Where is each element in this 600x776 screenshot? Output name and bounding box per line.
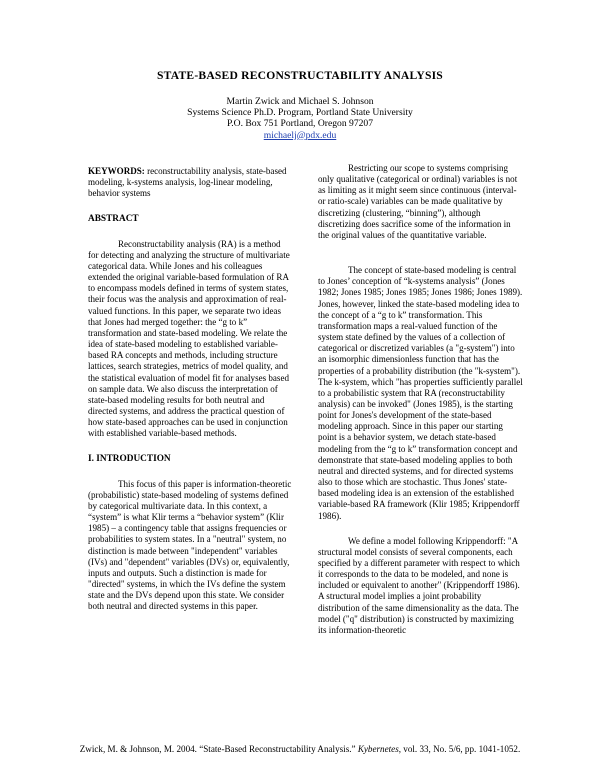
introduction-heading: I. INTRODUCTION [88,454,171,465]
paper-title: STATE-BASED RECONSTRUCTABILITY ANALYSIS [157,69,443,82]
keywords-label: KEYWORDS: [88,166,145,176]
right-column [318,163,523,636]
introduction-text: This focus of this paper is information-theoretic (probabilistic) state-based modeling of systems defined by categorical multivariate data. In this context, a “system” is what Klir terms a “behavior system” (Klir 1985) – a contingency table that assigns frequencies or probabilities to system states. In a "neutral" system, no distinction is made between "independent" variables (IVs) and "dependent" variables (DVs) or, equivalently, inputs and outputs. Such a distinction is made for "directed" systems, in which the IVs define the system state and the DVs depend upon this state. We consider both neutral and directed systems in this paper. [88,478,292,612]
author-address: P.O. Box 751 Portland, Oregon 97207 [226,118,374,130]
right-paragraph-3: We define a model following Krippendorff: "A structural model consists of several components, each specified by a different parameter with respect to which it corresponds to the data to be modeled, and none is included or equivalent to another" (Krippendorff 1986). A structural model implies a joint probability distribution of the same dimensionality as the data. The model ("q" distribution) is constructed by maximizing its information-theoretic [318,535,520,635]
author-email-link[interactable]: michaelj@pdx.edu [263,129,337,141]
footer-prefix: Zwick, M. & Johnson, M. 2004. “State-Based Reconstructability Analysis.” [79,744,358,754]
citation-footer [0,744,600,754]
author-names: Martin Zwick and Michael S. Johnson [226,96,374,107]
keywords-paragraph [88,166,293,199]
author-affiliation: Systems Science Ph.D. Program, Portland State University [187,107,413,119]
left-column [88,166,293,612]
abstract-heading: ABSTRACT [88,214,139,225]
abstract-text: Reconstructability analysis (RA) is a method for detecting and analyzing the structure of multivariate categorical data. While Jones and his colleagues extended the original variable-based formulation of RA to encompass models defined in terms of system states, their focus was the analysis and approximation of real-valued functions. In this paper, we separate two ideas that Jones had merged together: the “g to k” transformation and state-based modeling. We relate the idea of state-based modeling to established variable-based RA concepts and methods, including structure lattices, search strategies, metrics of model quality, and the statistical evaluation of model fit for analyses based on sample data. We also discuss the interpretation of state-based modeling results for both neutral and directed systems, and address the practical question of how state-based approaches can be used in conjunction with established variable-based methods. [88,238,290,439]
keywords-text: reconstructability analysis, state-based modeling, k-systems analysis, log-linear modeling, behavior systems [88,166,287,199]
right-paragraph-2: The concept of state-based modeling is central to Jones’ conception of “k-systems analysis” (Jones 1982; Jones 1985; Jones 1985; Jones 1986; Jones 1989). Jones, however, linked the state-based modeling idea to the concept of a “g to k” transformation. This transformation maps a real-valued function of the system state defined by the values of a collection of categorical or discretized variables (a "g-system") into an isomorphic dimensionless function that has the properties of a probability distribution (the "k-system"). The k-system, which "has properties sufficiently parallel to a probabilistic system that RA (reconstructability analysis) can be invoked" (Jones 1985), is the starting point for Jones's development of the state-based modeling approach. Since in this paper our starting point is a behavior system, we detach state-based modeling from the “g to k” transformation concept and demonstrate that state-based modeling applies to both neutral and directed systems, and for directed systems also to those which are stochastic. Thus Jones' state-based modeling idea is an extension of the established variable-based RA framework (Klir 1985; Krippendorff 1986). [318,265,523,521]
footer-journal: Kybernetes [357,744,399,754]
right-paragraph-1: Restricting our scope to systems comprising only qualitative (categorical or ordinal) variables is not as limiting as it might seem since continuous (interval- or ratio-scale) variables can be made qualitative by discretizing (clustering, “binning”), although discretizing does sacrifice some of the information in the original values of the quantitative variable. [318,163,518,240]
footer-suffix: , vol. 33, No. 5/6, pp. 1041-1052. [398,744,521,754]
author-block [0,96,600,141]
